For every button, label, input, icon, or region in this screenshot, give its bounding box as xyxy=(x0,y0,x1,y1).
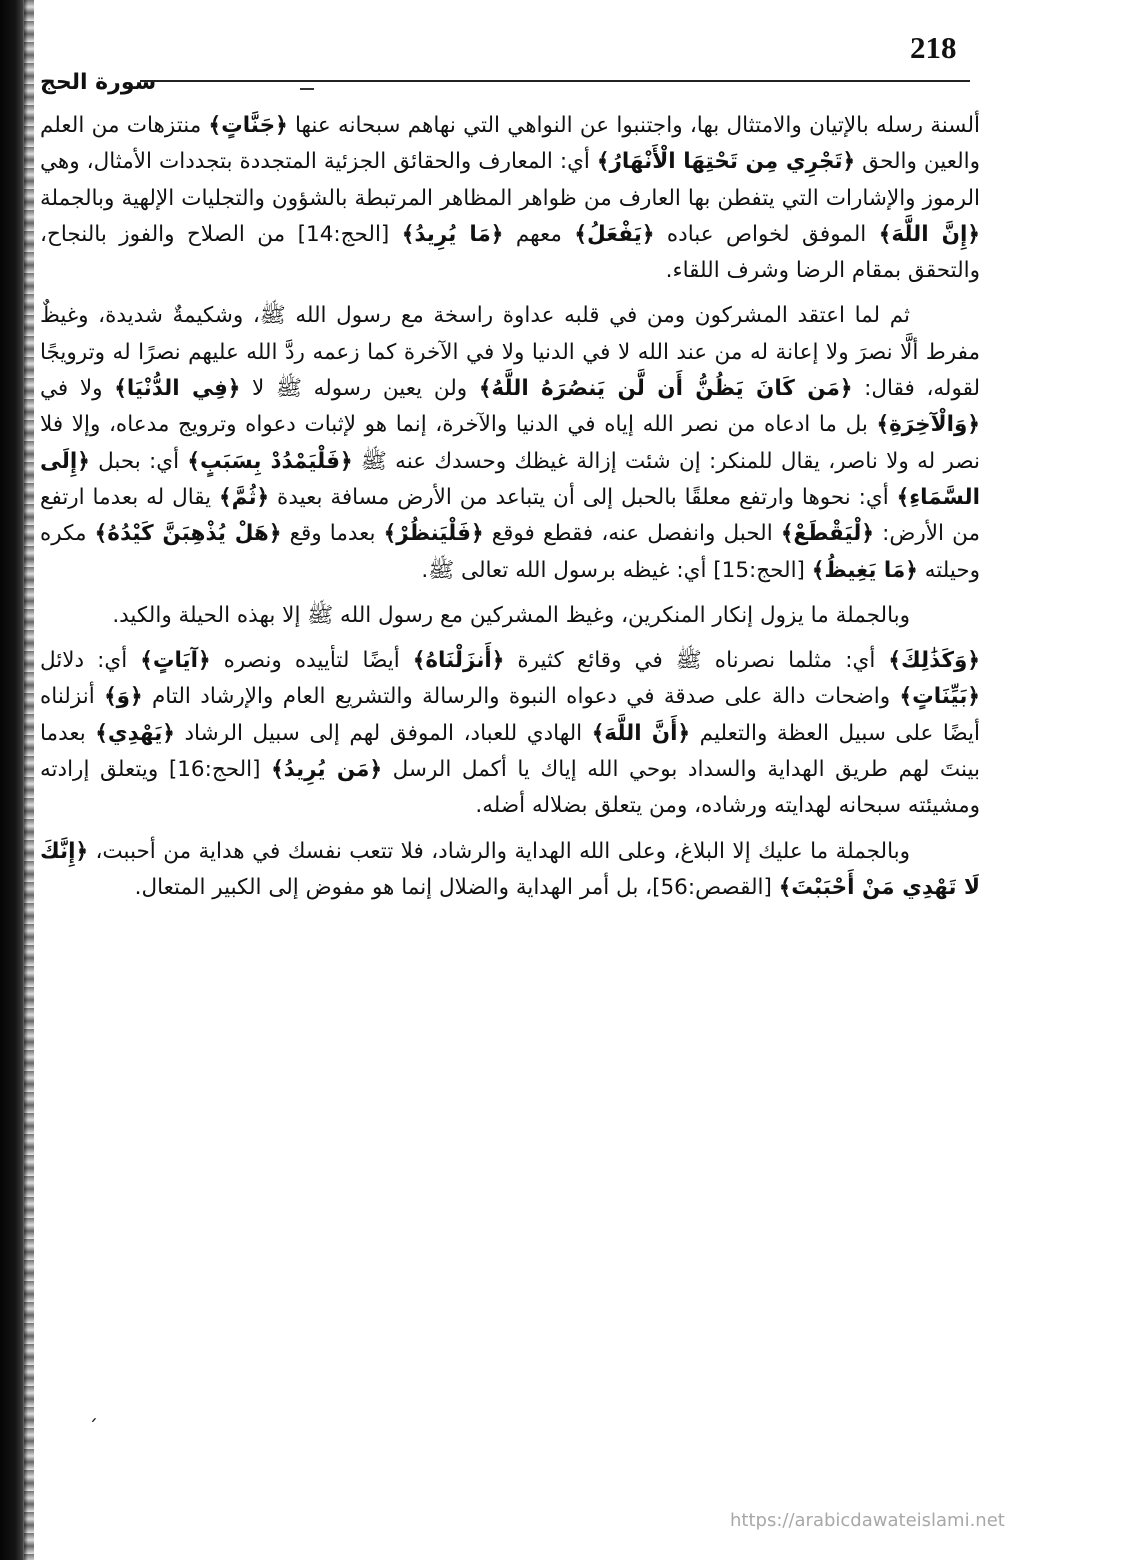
text-segment: أي: دلائل xyxy=(40,648,141,674)
text-segment: منتزهات من العلم والعين والحق xyxy=(40,113,980,175)
text-segment: أي: مثلما نصرناه ﷺ في وقائع كثيرة xyxy=(504,648,889,674)
text-segment: الموفق لخواص عباده xyxy=(654,221,879,247)
text-segment: بعدما وقع xyxy=(281,521,384,547)
scan-edge-texture xyxy=(24,0,34,1560)
quran-verse: ﴿أَنزَلْنَاهُ﴾ xyxy=(412,648,505,674)
text-segment: بعدما بينتَ لهم طريق الهداية والسداد بوحي الله إياك يا أكمل الرسل xyxy=(40,720,981,783)
text-segment: ولن يعين رسوله ﷺ لا xyxy=(240,376,479,402)
quran-verse: ﴿وَ﴾ xyxy=(104,684,143,710)
quran-verse: ﴿مَا يَغِيظُ﴾ xyxy=(811,557,918,583)
quran-verse: ﴿فَلْيَنظُرْ﴾ xyxy=(383,521,484,547)
page-body xyxy=(40,108,980,906)
quran-verse: ﴿وَالْآخِرَةِ﴾ xyxy=(876,412,980,438)
text-segment: وبالجملة ما يزول إنكار المنكرين، وغيظ المشركين مع رسول الله ﷺ إلا بهذه الحيلة والكيد. xyxy=(112,602,910,628)
quran-verse: ﴿آيَاتٍ﴾ xyxy=(140,648,211,674)
text-segment: واضحات دالة على صدقة في دعواه النبوة والرسالة والتشريع العام والإرشاد التام xyxy=(142,684,900,710)
margin-mark: ˏ xyxy=(88,1398,98,1422)
quran-verse: ﴿مَا يُرِيدُ﴾ xyxy=(401,221,504,247)
quran-verse: ﴿ثُمَّ﴾ xyxy=(219,484,270,510)
quran-verse: ﴿بَيِّنَاتٍ﴾ xyxy=(899,684,980,710)
paragraph-3 xyxy=(40,598,980,634)
quran-verse: ﴿فِي الدُّنْيَا﴾ xyxy=(114,376,241,402)
text-segment: [الحج:15] أي: غيظه برسول الله تعالى ﷺ. xyxy=(421,557,812,583)
text-segment: أي: المعارف والحقائق الجزئية المتجددة بتجددات الأمثال، وهي الرموز والإشارات التي يتفطن بها العارف من ظواهر المظاهر المرتبطة بالشؤون والتجليات الإلهية وبالجملة xyxy=(40,149,980,211)
quran-verse: ﴿وَكَذَٰلِكَ﴾ xyxy=(888,648,980,674)
text-segment: أي: بحبل xyxy=(89,448,188,474)
quran-verse: ﴿لْيَقْطَعْ﴾ xyxy=(780,521,874,547)
text-segment: مكره وحيلته xyxy=(40,521,980,583)
quran-verse: ﴿إِنَّ اللَّهَ﴾ xyxy=(878,221,980,247)
text-segment: وبالجملة ما عليك إلا البلاغ، وعلى الله الهداية والرشاد، فلا تتعب نفسك في هداية من أحببت، xyxy=(88,838,910,864)
text-segment: معهم xyxy=(503,221,575,247)
text-segment: أيضًا لتأييده ونصره xyxy=(210,648,413,674)
text-segment: أنزلناه أيضًا على سبيل العظة والتعليم xyxy=(40,684,980,746)
header-divider xyxy=(140,80,970,82)
quran-verse: ﴿يَهْدِي﴾ xyxy=(95,720,175,746)
text-segment: [الحج:16] ويتعلق إرادته ومشيئته سبحانه لهدايته ورشاده، ومن يتعلق بضلاله أضله. xyxy=(40,757,980,819)
quran-verse: ﴿مَن كَانَ يَظُنُّ أَن لَّن يَنصُرَهُ اللَّهُ﴾ xyxy=(478,376,853,402)
text-segment: ثم لما اعتقد المشركون ومن في قلبه عداوة راسخة مع رسول الله ﷺ، وشكيمةٌ شديدة، وغيظٌ مفرط ألَّا نصرَ ولا إعانة له من عند الله لا في الدنيا ولا في الآخرة كما زعمه ردَّ الله عليهم نصرًا له وترويجًا لقوله، فقال: xyxy=(40,303,980,402)
header-tick-mark xyxy=(300,88,314,90)
quran-verse: ﴿فَلْيَمْدُدْ بِسَبَبٍ﴾ xyxy=(187,448,353,474)
quran-verse: ﴿إِلَى السَّمَاءِ﴾ xyxy=(40,448,980,510)
running-header: سورة الحج xyxy=(40,70,157,95)
quran-verse: ﴿أَنَّ اللَّهَ﴾ xyxy=(591,720,691,746)
paragraph-5 xyxy=(40,834,980,907)
text-segment: ولا في xyxy=(40,376,115,402)
quran-verse: ﴿يَفْعَلُ﴾ xyxy=(574,221,655,247)
paragraph-2 xyxy=(40,298,980,588)
text-segment: ألسنة رسله بالإتيان والامتثال بها، واجتنبوا عن النواهي التي نهاهم سبحانه عنها xyxy=(287,113,980,138)
quran-verse: ﴿مَن يُرِيدُ﴾ xyxy=(271,757,383,783)
quran-verse: ﴿تَجْرِي مِن تَحْتِهَا الْأَنْهَارُ﴾ xyxy=(596,149,856,175)
quran-verse: ﴿جَنَّاتٍ﴾ xyxy=(208,113,288,138)
page-number: 218 xyxy=(910,30,957,65)
text-segment: الهادي للعباد، الموفق لهم إلى سبيل الرشاد xyxy=(174,720,592,746)
text-segment: [الحج:14] من الصلاح والفوز بالنجاح، والتحقق بمقام الرضا وشرف اللقاء. xyxy=(40,221,980,284)
quran-verse: ﴿إِنَّكَ لَا تَهْدِي مَنْ أَحْبَبْتَ﴾ xyxy=(40,838,980,900)
paragraph-4 xyxy=(40,643,980,824)
paragraph-1 xyxy=(40,108,980,289)
text-segment: [القصص:56]، بل أمر الهداية والضلال إنما هو مفوض إلى الكبير المتعال. xyxy=(134,874,779,900)
text-segment: أي: نحوها وارتفع معلقًا بالحبل إلى أن يتباعد من الأرض مسافة بعيدة xyxy=(269,484,897,510)
text-segment: بل ما ادعاه من نصر الله إياه في الدنيا والآخرة، إنما هو لإثبات دعواه وترويج مدعاه، وإلا فلا نصر له ولا ناصر، يقال للمنكر: إن شئت إزالة غيظك وحسدك عنه ﷺ xyxy=(40,412,980,474)
text-segment: يقال له بعدما ارتفع من الأرض: xyxy=(40,484,980,547)
quran-verse: ﴿هَلْ يُذْهِبَنَّ كَيْدُهُ﴾ xyxy=(94,521,282,547)
watermark-url: https://arabicdawateislami.net xyxy=(730,1510,1005,1531)
text-segment: الحبل وانفصل عنه، فقطع فوقع xyxy=(483,521,781,547)
